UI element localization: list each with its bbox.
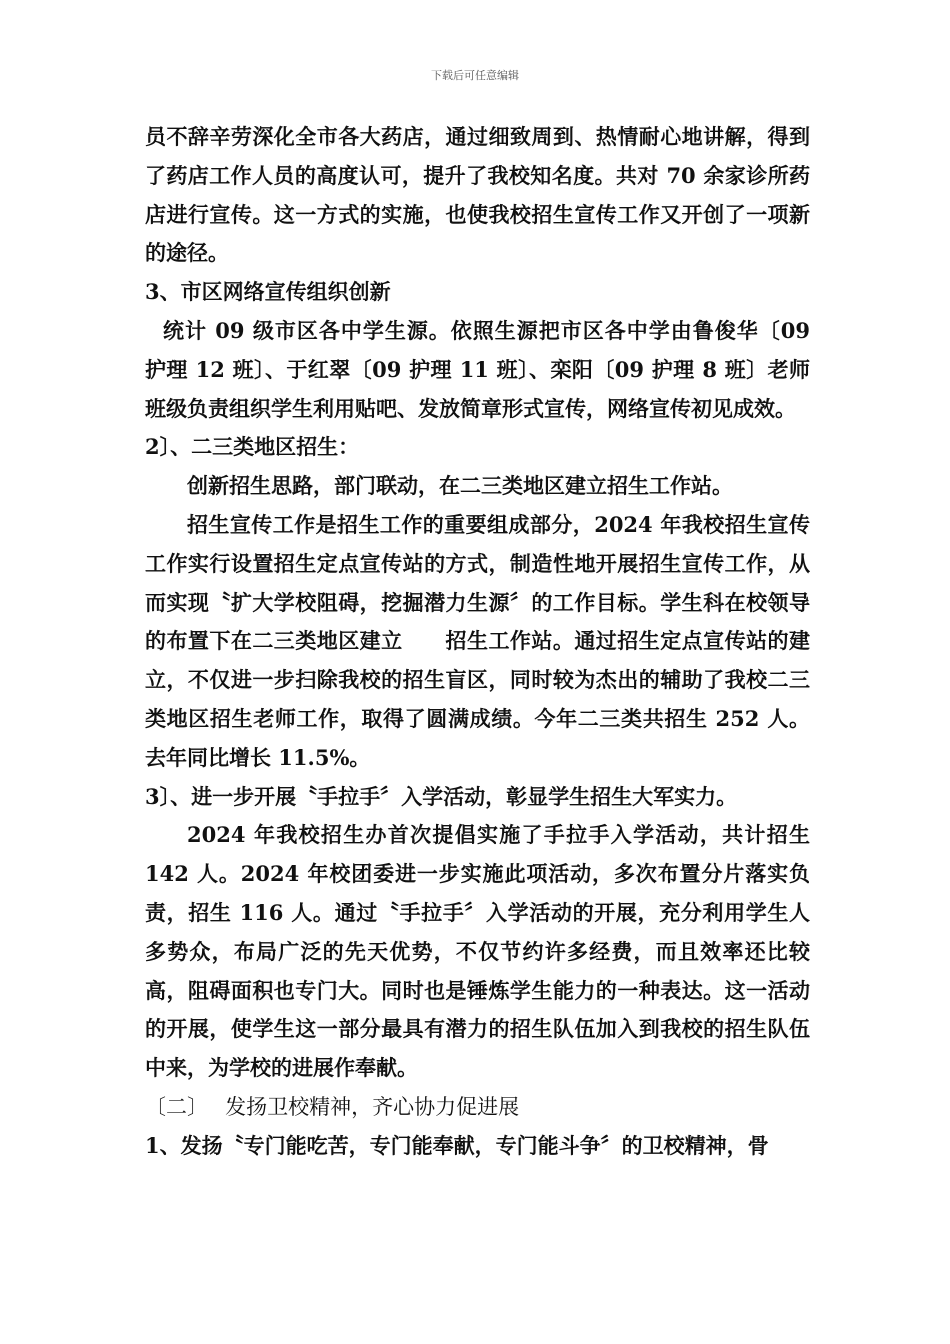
document-body	[145, 118, 810, 1166]
paragraph-hand-in-hand: 2024 年我校招生办首次提倡实施了手拉手入学活动，共计招生 142 人。2024 年校团委进一步实施此项活动，多次布置分片落实负责，招生 116 人。通过〝手拉手〞入学活动的开展，充分利用学生人多势众，布局广泛的先天优势，不仅节约许多经费，而且效率还比较高，阻碍面积也专门大。同时也是锤炼学生能力的一种表达。这一活动的开展，使学生这一部分最具有潜力的招生队伍加入到我校的招生队伍中来，为学校的进展作奉献。	[145, 822, 810, 1081]
paragraph-school-spirit: 1、发扬〝专门能吃苦，专门能奉献，专门能斗争〞的卫校精神，骨	[145, 1132, 769, 1158]
paragraph-online-promotion: 统计 09 级市区各中学生源。依照生源把市区各中学由鲁俊华〔09 护理 12 班〕、于红翠〔09 护理 11 班〕、栾阳〔09 护理 8 班〕老师班级负责组织学生利用贴吧、发放简章形式宣传，网络宣传初见成效。	[145, 317, 810, 421]
heading-region-recruitment: 2〕、二三类地区招生：	[145, 434, 360, 460]
heading-online-promotion: 3、市区网络宣传组织创新	[145, 279, 391, 305]
heading-hand-in-hand: 3〕、进一步开展〝手拉手〞入学活动，彰显学生招生大军实力。	[145, 783, 738, 809]
paragraph-pharmacy-promotion: 员不辞辛劳深化全市各大药店，通过细致周到、热情耐心地讲解，得到了药店工作人员的高度认可，提升了我校知名度。共对 70 余家诊所药店进行宣传。这一方式的实施，也使我校招生宣传工作又开创了一项新的途径。	[145, 124, 810, 266]
page-header: 下载后可任意编辑	[431, 69, 519, 82]
paragraph-region-summary: 创新招生思路，部门联动，在二三类地区建立招生工作站。	[187, 473, 733, 499]
paragraph-recruitment-stations: 招生宣传工作是招生工作的重要组成部分，2024 年我校招生宣传工作实行设置招生定点宣传站的方式，制造性地开展招生宣传工作，从而实现〝扩大学校阻碍，挖掘潜力生源〞的工作目标。学生科在校领导的布置下在二三类地区建立 招生工作站。通过招生定点宣传站的建立，不仅进一步扫除我校的招生盲区，同时较为杰出的辅助了我校二三类地区招生老师工作，取得了圆满成绩。今年二三类共招生 252 人。去年同比增长 11.5%。	[145, 511, 810, 770]
heading-section-two: 〔二〕 发扬卫校精神，齐心协力促进展	[145, 1094, 520, 1119]
